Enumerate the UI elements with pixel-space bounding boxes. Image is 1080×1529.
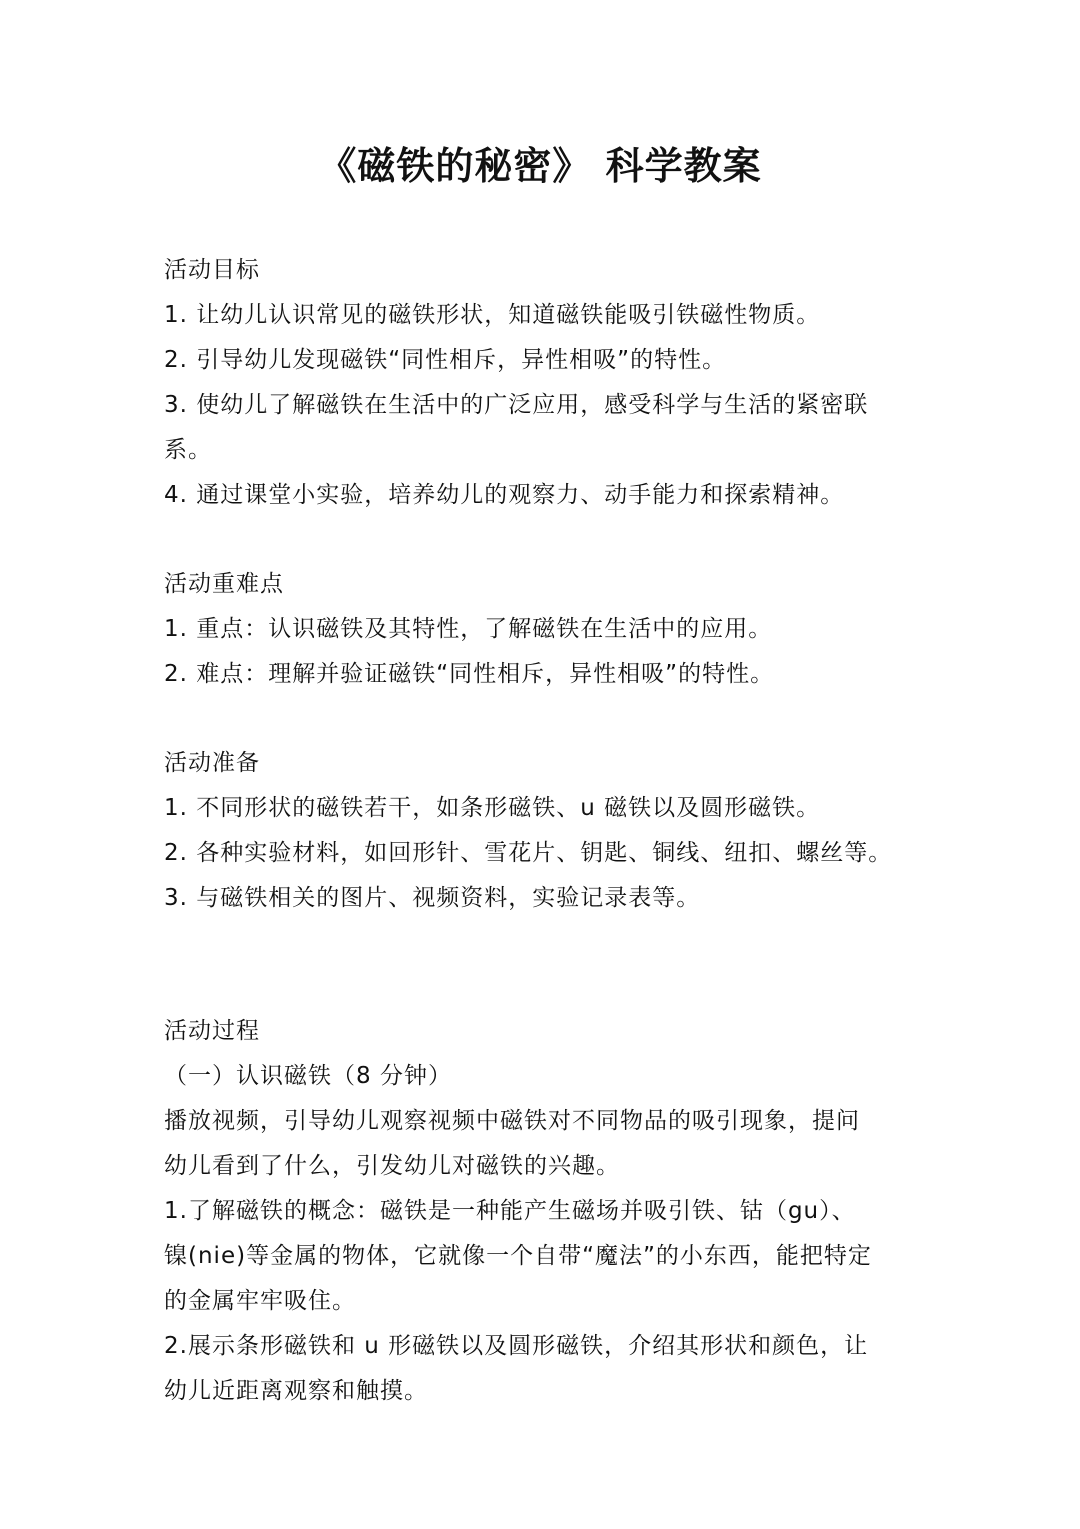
section-heading-process: 活动过程 bbox=[164, 1018, 260, 1044]
key-point-item: 2. 难点：理解并验证磁铁“同性相斥，异性相吸”的特性。 bbox=[164, 661, 775, 687]
section-heading-goals: 活动目标 bbox=[164, 257, 260, 283]
preparation-item: 1. 不同形状的磁铁若干，如条形磁铁、u 磁铁以及圆形磁铁。 bbox=[164, 795, 821, 821]
document-title: 《磁铁的秘密》 科学教案 bbox=[318, 144, 762, 188]
section-spacer bbox=[164, 921, 924, 1009]
goal-item: 4. 通过课堂小实验，培养幼儿的观察力、动手能力和探索精神。 bbox=[164, 482, 845, 508]
document-body bbox=[164, 248, 924, 1414]
process-line: 幼儿近距离观察和触摸。 bbox=[164, 1378, 428, 1404]
process-line: 播放视频，引导幼儿观察视频中磁铁对不同物品的吸引现象，提问 bbox=[164, 1108, 860, 1134]
process-line: 镍(nie)等金属的物体，它就像一个自带“魔法”的小东西，能把特定 bbox=[164, 1243, 872, 1269]
key-point-item: 1. 重点：认识磁铁及其特性，了解磁铁在生活中的应用。 bbox=[164, 616, 773, 642]
goal-item: 3. 使幼儿了解磁铁在生活中的广泛应用，感受科学与生活的紧密联 bbox=[164, 392, 869, 418]
preparation-item: 2. 各种实验材料，如回形针、雪花片、钥匙、铜线、纽扣、螺丝等。 bbox=[164, 840, 893, 866]
section-spacer bbox=[164, 518, 924, 562]
process-line: 的金属牢牢吸住。 bbox=[164, 1288, 356, 1314]
goal-item-continued: 系。 bbox=[164, 437, 212, 463]
process-line: 1.了解磁铁的概念：磁铁是一种能产生磁场并吸引铁、钴（gu）、 bbox=[164, 1198, 856, 1224]
preparation-item: 3. 与磁铁相关的图片、视频资料，实验记录表等。 bbox=[164, 885, 701, 911]
section-spacer bbox=[164, 697, 924, 741]
section-heading-key-points: 活动重难点 bbox=[164, 571, 284, 597]
goal-item: 2. 引导幼儿发现磁铁“同性相斥，异性相吸”的特性。 bbox=[164, 347, 727, 373]
process-line: 2.展示条形磁铁和 u 形磁铁以及圆形磁铁，介绍其形状和颜色，让 bbox=[164, 1333, 869, 1359]
goal-item: 1. 让幼儿认识常见的磁铁形状，知道磁铁能吸引铁磁性物质。 bbox=[164, 302, 821, 328]
section-heading-preparation: 活动准备 bbox=[164, 750, 260, 776]
process-line: 幼儿看到了什么，引发幼儿对磁铁的兴趣。 bbox=[164, 1153, 620, 1179]
process-subheading: （一）认识磁铁（8 分钟） bbox=[164, 1063, 452, 1089]
